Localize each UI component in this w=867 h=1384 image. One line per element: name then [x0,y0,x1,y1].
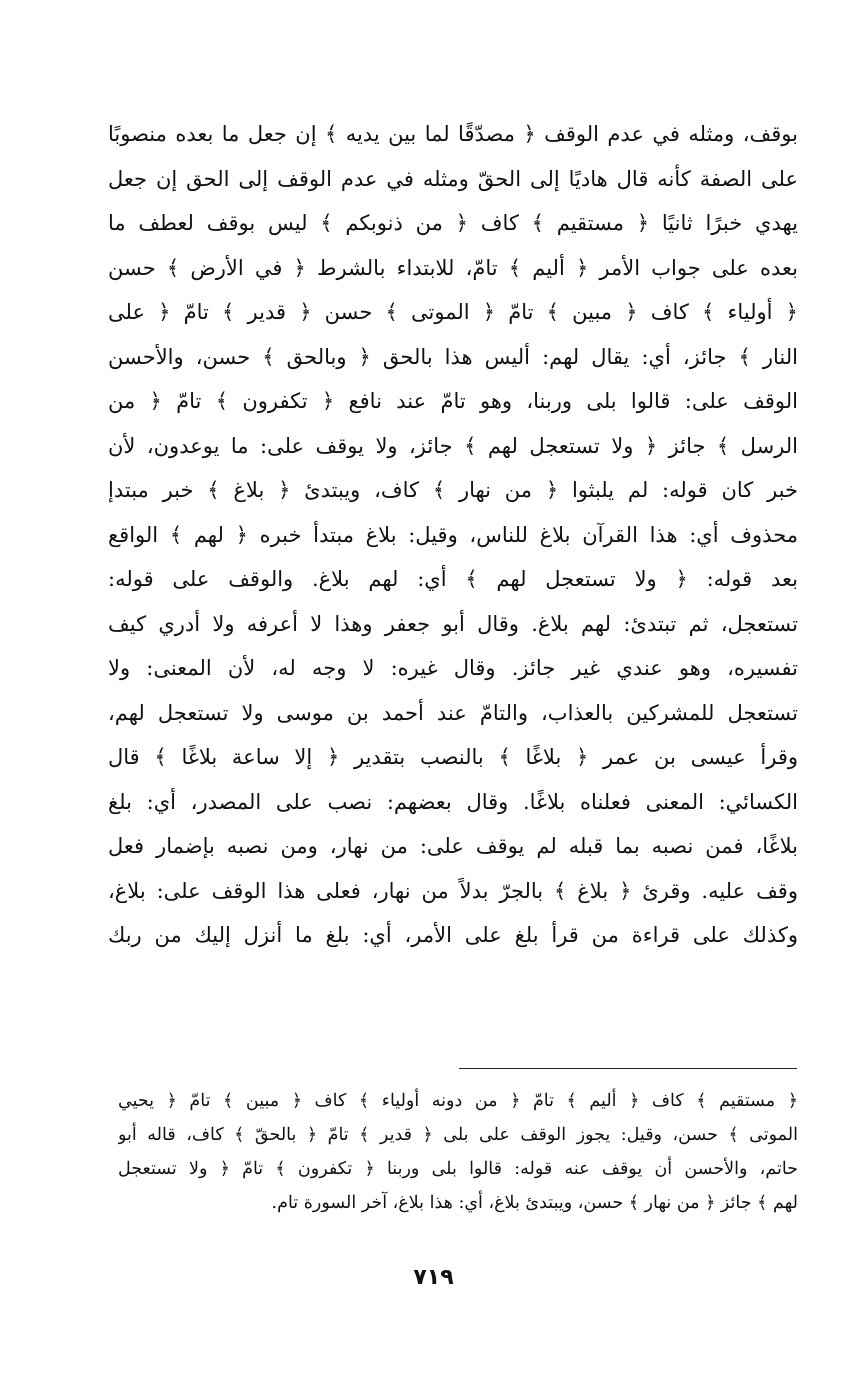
footnote-divider [459,1068,797,1069]
main-text-block [108,112,798,958]
text-line: بعده على جواب الأمر ﴿ أليم ﴾ تامّ، للابتداء بالشرط ﴿ في الأرض ﴾ حسن [108,255,798,280]
text-line: وكذلك على قراءة من قرأ بلغ على الأمر، أي: بلغ ما أنزل إليك من ربك [108,923,798,947]
text-line: تستعجل للمشركين بالعذاب، والتامّ عند أحمد بن موسى ولا تستعجل لهم، [108,700,798,725]
text-line: يهدي خبرًا ثانيًا ﴿ مستقيم ﴾ كاف ﴿ من ذنوبكم ﴾ ليس بوقف لعطف ما [108,211,798,235]
text-line: تفسيره، وهو عندي غير جائز. وقال غيره: لا وجه له، لأن المعنى: ولا [108,656,798,680]
text-line: وقرأ عيسى بن عمر ﴿ بلاغًا ﴾ بالنصب بتقدير ﴿ إلا ساعة بلاغًا ﴾ قال [108,745,798,769]
text-line: محذوف أي: هذا القرآن بلاغ للناس، وقيل: بلاغ مبتدأ خبره ﴿ لهم ﴾ الواقع [108,522,798,547]
text-line: على الصفة كأنه قال هاديًا إلى الحقّ ومثله في عدم الوقف إلى الحق إن جعل [108,166,798,191]
footnote-line: لهم ﴾ جائز ﴿ من نهار ﴾ حسن، ويبتدئ بلاغ، أي: هذا بلاغ، آخر السورة تام. [271,1193,798,1213]
text-line: الوقف على: قالوا بلى وربنا، وهو تامّ عند نافع ﴿ تكفرون ﴾ تامّ ﴿ من [108,389,798,413]
footnote-line: ﴿ مستقيم ﴾ كاف ﴿ أليم ﴾ تامّ ﴿ من دونه أولياء ﴾ كاف ﴿ مبين ﴾ تامّ ﴿ يحيي [118,1091,798,1111]
text-line: الكسائي: المعنى فعلناه بلاغًا. وقال بعضهم: نصب على المصدر، أي: بلغ [108,789,798,814]
text-line: تستعجل، ثم تبتدئ: لهم بلاغ. وقال أبو جعفر وهذا لا أعرفه ولا أدري كيف [108,611,798,636]
text-line: وقف عليه. وقرئ ﴿ بلاغ ﴾ بالجرّ بدلاً من نهار، فعلى هذا الوقف على: بلاغ، [108,878,798,903]
page-number: ٧١٩ [413,1265,454,1290]
text-line: بعد قوله: ﴿ ولا تستعجل لهم ﴾ أي: لهم بلاغ. والوقف على قوله: [108,567,798,591]
footnote-line: الموتى ﴾ حسن، وقيل: يجوز الوقف على بلى ﴿ قدير ﴾ تامّ ﴿ بالحقّ ﴾ كاف، قاله أبو [118,1125,798,1145]
text-line: النار ﴾ جائز، أي: يقال لهم: أليس هذا بالحق ﴿ وبالحق ﴾ حسن، والأحسن [108,344,798,369]
text-line: الرسل ﴾ جائز ﴿ ولا تستعجل لهم ﴾ جائز، ولا يوقف على: ما يوعدون، لأن [108,433,798,458]
text-line: خبر كان قوله: لم يلبثوا ﴿ من نهار ﴾ كاف، ويبتدئ ﴿ بلاغ ﴾ خبر مبتدإ [108,478,798,502]
footnote-line: حاتم، والأحسن أن يوقف عنه قوله: قالوا بلى وربنا ﴿ تكفرون ﴾ تامّ ﴿ ولا تستعجل [118,1159,798,1179]
footnotes-block [118,1084,798,1220]
text-line: ﴿ أولياء ﴾ كاف ﴿ مبين ﴾ تامّ ﴿ الموتى ﴾ حسن ﴿ قدير ﴾ تامّ ﴿ على [108,300,798,324]
text-line: بوقف، ومثله في عدم الوقف ﴿ مصدّقًا لما بين يديه ﴾ إن جعل ما بعده منصوبًا [108,122,798,146]
text-line: بلاغًا، فمن نصبه بما قبله لم يوقف على: من نهار، ومن نصبه بإضمار فعل [108,834,798,858]
